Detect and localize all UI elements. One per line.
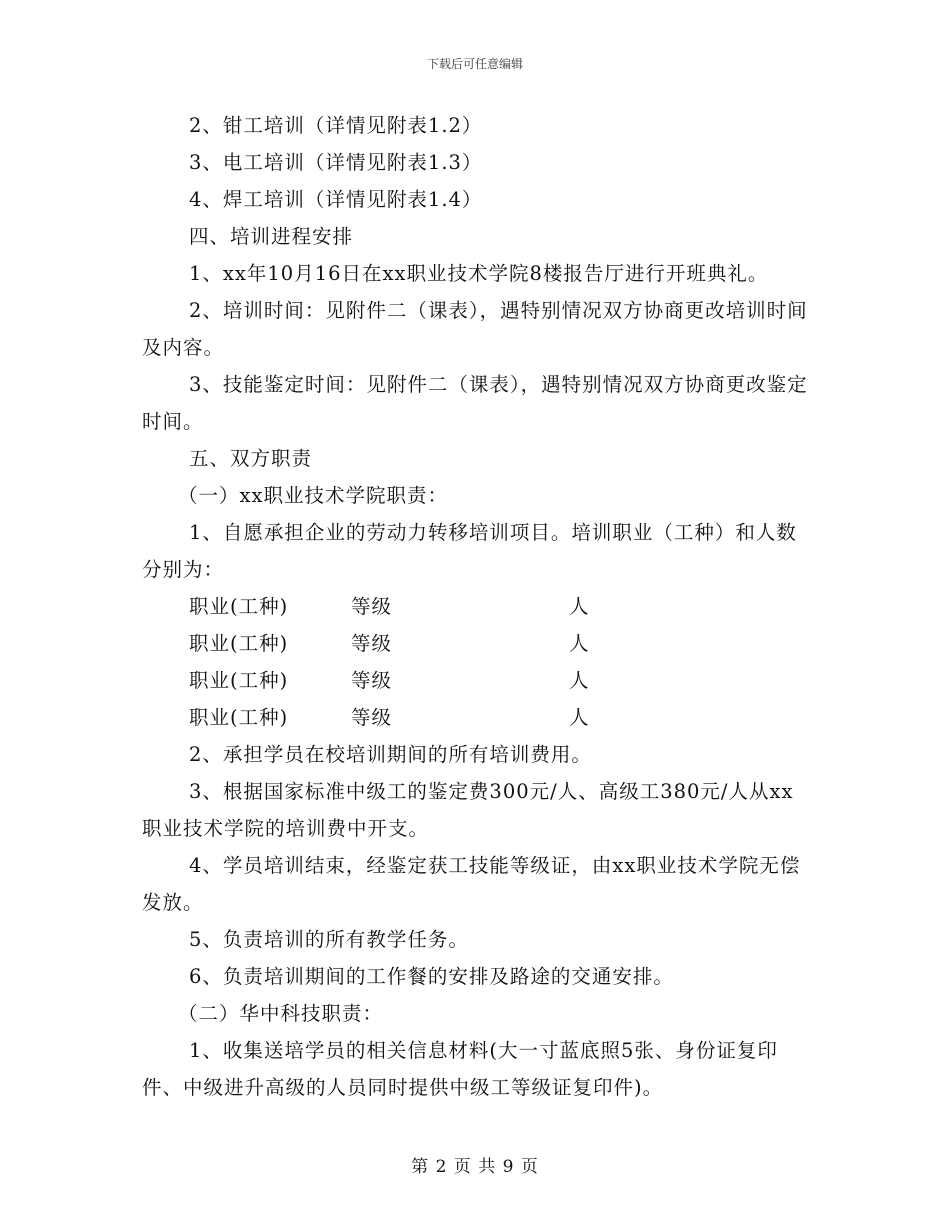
paragraph: 2、承担学员在校培训期间的所有培训费用。 xyxy=(189,743,592,766)
paragraph: 1、自愿承担企业的劳动力转移培训项目。培训职业（工种）和人数分别为： xyxy=(142,521,797,581)
people-cell: 人 xyxy=(569,669,590,692)
paragraph: 3、根据国家标准中级工的鉴定费300元/人、高级工380元/人从xx职业技术学院的培训费中开支。 xyxy=(142,780,794,840)
people-cell: 人 xyxy=(569,706,590,729)
paragraph: 1、xx年10月16日在xx职业技术学院8楼报告厅进行开班典礼。 xyxy=(189,262,769,285)
paragraph: 2、钳工培训（详情见附表1.2） xyxy=(189,114,483,137)
job-row xyxy=(142,662,810,699)
paragraph: 3、技能鉴定时间：见附件二（课表），遇特别情况双方协商更改鉴定时间。 xyxy=(142,373,808,433)
paragraph: 5、负责培训的所有教学任务。 xyxy=(189,928,469,951)
subsection-heading: （一）xx职业技术学院职责： xyxy=(178,484,448,507)
subsection-heading: （二）华中科技职责： xyxy=(178,1002,384,1025)
people-cell: 人 xyxy=(569,595,590,618)
level-cell: 等级 xyxy=(351,632,393,655)
level-cell: 等级 xyxy=(351,706,393,729)
job-cell: 职业(工种) xyxy=(189,669,289,692)
page-header-note: 下载后可任意编辑 xyxy=(426,57,523,71)
job-row xyxy=(142,625,810,662)
job-cell: 职业(工种) xyxy=(189,706,289,729)
level-cell: 等级 xyxy=(351,595,393,618)
paragraph: 4、学员培训结束，经鉴定获工技能等级证，由xx职业技术学院无偿发放。 xyxy=(142,854,801,914)
job-row xyxy=(142,588,810,625)
job-cell: 职业(工种) xyxy=(189,632,289,655)
section-heading: 五、双方职责 xyxy=(189,447,313,470)
level-cell: 等级 xyxy=(351,669,393,692)
paragraph: 1、收集送培学员的相关信息材料(大一寸蓝底照5张、身份证复印件、中级进升高级的人员同时提供中级工等级证复印件)。 xyxy=(142,1039,778,1099)
document-body xyxy=(142,107,810,1106)
job-row xyxy=(142,699,810,736)
paragraph: 4、焊工培训（详情见附表1.4） xyxy=(189,188,483,211)
people-cell: 人 xyxy=(569,632,590,655)
section-heading: 四、培训进程安排 xyxy=(189,225,354,248)
job-cell: 职业(工种) xyxy=(189,595,289,618)
paragraph: 3、电工培训（详情见附表1.3） xyxy=(189,151,483,174)
paragraph: 6、负责培训期间的工作餐的安排及路途的交通安排。 xyxy=(189,965,674,988)
page-number: 第 2 页 共 9 页 xyxy=(411,1157,539,1177)
paragraph: 2、培训时间：见附件二（课表），遇特别情况双方协商更改培训时间及内容。 xyxy=(142,299,808,359)
